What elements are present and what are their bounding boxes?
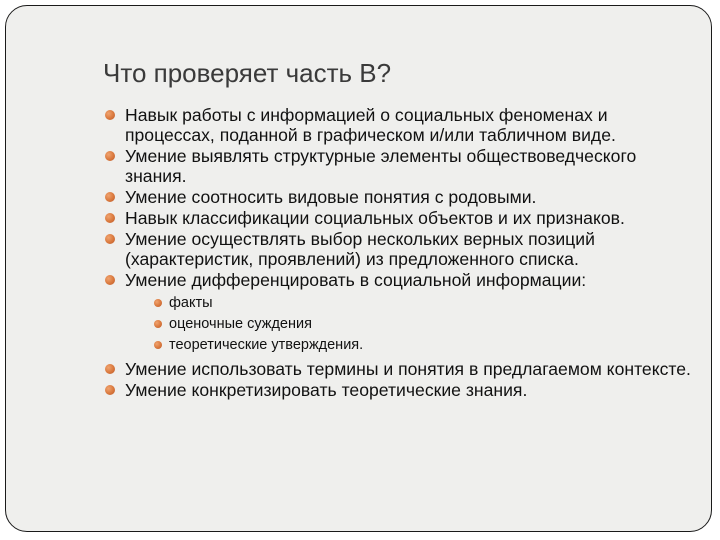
list-item-text: Умение конкретизировать теоретические знания. (125, 380, 528, 400)
bullet-list (102, 105, 702, 401)
sub-list-item-text: факты (169, 295, 213, 311)
list-item (102, 146, 702, 186)
list-item (102, 380, 702, 400)
sub-bullet-list (125, 293, 702, 356)
sub-list-item (125, 335, 702, 356)
list-item (102, 187, 702, 207)
bullet-dot-icon (105, 234, 115, 244)
bullet-dot-icon (105, 192, 115, 202)
list-item-text: Умение осуществлять выбор нескольких верных позиций (характеристик, проявлений) из предложенного списка. (125, 229, 595, 269)
sub-list-item-text: теоретические утверждения. (169, 337, 364, 353)
sub-bullet-dot-icon (154, 320, 162, 328)
list-item-text: Умение дифференцировать в социальной информации: (125, 270, 587, 290)
sub-list-item (125, 314, 702, 335)
bullet-dot-icon (105, 275, 115, 285)
list-item (102, 208, 702, 228)
bullet-dot-icon (105, 364, 115, 374)
list-item-text: Умение выявлять структурные элементы обществоведческого знания. (125, 146, 637, 186)
bullet-dot-icon (105, 110, 115, 120)
list-item-text: Умение соотносить видовые понятия с родовыми. (125, 187, 537, 207)
bullet-dot-icon (105, 213, 115, 223)
bullet-dot-icon (105, 385, 115, 395)
list-item (102, 359, 702, 379)
sub-bullet-dot-icon (154, 299, 162, 307)
sub-bullet-dot-icon (154, 341, 162, 349)
list-item (102, 270, 702, 356)
list-item (102, 229, 702, 269)
list-item-text: Умение использовать термины и понятия в предлагаемом контексте. (125, 359, 691, 379)
list-item-text: Навык классификации социальных объектов и их признаков. (125, 208, 625, 228)
slide-title: Что проверяет часть В? (103, 58, 392, 88)
sub-list-item (125, 293, 702, 314)
bullet-dot-icon (105, 151, 115, 161)
sub-list-item-text: оценочные суждения (169, 316, 312, 332)
list-item (102, 105, 702, 145)
slide (5, 5, 712, 532)
list-item-text: Навык работы с информацией о социальных феноменах и процессах, поданной в графическом и/или табличном виде. (125, 105, 616, 145)
